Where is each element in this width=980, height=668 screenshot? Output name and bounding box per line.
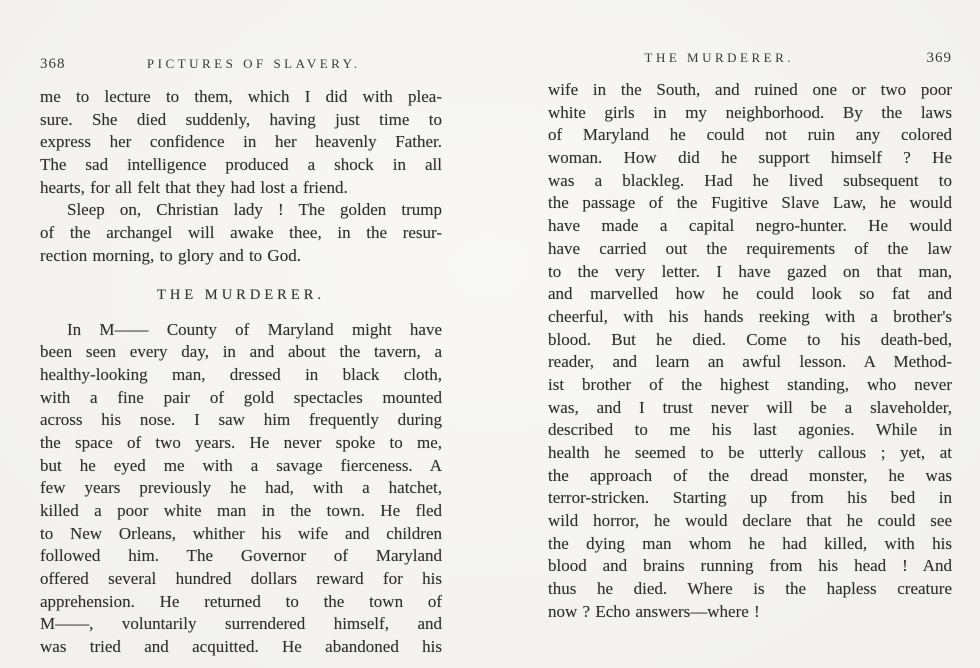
right-page — [548, 50, 952, 624]
text-line: cheerful, with his hands reeking with a brother's — [548, 306, 952, 326]
text-line: express her confidence in her heavenly Father. — [40, 132, 442, 152]
right-paragraph-block — [548, 79, 952, 624]
left-paragraph-block-1 — [40, 86, 442, 268]
text-line: rection morning, to glory and to God. — [40, 245, 301, 265]
right-running-header — [548, 50, 952, 67]
text-line: of the archangel will awake thee, in the resur- — [40, 223, 442, 243]
text-line: across his nose. I saw him frequently during — [40, 410, 442, 430]
section-heading: THE MURDERER. — [157, 286, 325, 303]
text-line: of Maryland he could not ruin any colored — [548, 125, 952, 145]
text-line: with a fine pair of gold spectacles mounted — [40, 387, 442, 407]
text-line: terror-stricken. Starting up from his bed in — [548, 488, 952, 508]
left-running-title: PICTURES OF SLAVERY. — [146, 56, 361, 71]
text-line: M——, voluntarily surrendered himself, and — [40, 614, 442, 634]
text-line: healthy-looking man, dressed in black cloth, — [40, 364, 442, 384]
left-running-header — [40, 56, 442, 73]
text-line: the space of two years. He never spoke to me, — [40, 432, 442, 452]
text-line: now ? Echo answers—where ! — [548, 601, 760, 621]
text-line: offered several hundred dollars reward for his — [40, 569, 442, 589]
text-line: few years previously he had, with a hatchet, — [40, 478, 442, 498]
text-line: was tried and acquitted. He abandoned his — [40, 637, 442, 657]
text-line: but he eyed me with a savage fierceness. A — [40, 455, 442, 475]
text-line: the approach of the dread monster, he was — [548, 465, 952, 485]
text-line: me to lecture to them, which I did with plea- — [40, 87, 442, 106]
text-line: The sad intelligence produced a shock in all — [40, 155, 442, 175]
text-line: and marvelled how he could look so fat and — [548, 284, 952, 304]
text-line: apprehension. He returned to the town of — [40, 591, 442, 611]
text-line: white girls in my neighborhood. By the laws — [548, 102, 952, 122]
text-line: health he seemed to be utterly callous ; yet, at — [548, 443, 952, 462]
text-line: wife in the South, and ruined one or two poor — [548, 80, 952, 99]
text-line: blood and brains running from his head ! And — [548, 556, 952, 576]
text-line: been seen every day, in and about the tavern, a — [40, 342, 442, 362]
text-line: woman. How did he support himself ? He — [548, 148, 952, 168]
left-page — [40, 56, 442, 659]
text-line: to the very letter. I have gazed on that man, — [548, 261, 952, 281]
right-page-number: 369 — [926, 50, 952, 66]
text-line: In M—— County of Maryland might have — [67, 319, 442, 339]
text-line: followed him. The Governor of Maryland — [40, 546, 442, 566]
text-line: ist brother of the highest standing, who never — [548, 374, 952, 394]
text-line: sure. She died suddenly, having just time to — [40, 109, 442, 129]
right-page-body — [548, 79, 952, 624]
text-line: the passage of the Fugitive Slave Law, he would — [548, 193, 952, 213]
text-line: blood. But he died. Come to his death-bed, — [548, 329, 952, 349]
left-page-body — [40, 86, 442, 659]
left-page-number: 368 — [40, 56, 66, 72]
text-line: reader, and learn an awful lesson. A Method- — [548, 352, 952, 372]
text-line: Sleep on, Christian lady ! The golden trump — [67, 200, 442, 220]
text-line: have made a capital negro-hunter. He would — [548, 216, 952, 236]
text-line: killed a poor white man in the town. He fled — [40, 501, 442, 520]
text-line: have carried out the requirements of the law — [548, 238, 952, 258]
right-running-title: THE MURDERER. — [644, 50, 794, 65]
text-line: described to me his last agonies. While in — [548, 420, 952, 440]
text-line: was a blackleg. Had he lived subsequent to — [548, 170, 952, 190]
left-paragraph-block-2 — [40, 319, 442, 659]
text-line: thus he died. Where is the hapless creature — [548, 579, 952, 599]
text-line: the dying man whom he had killed, with his — [548, 533, 952, 553]
text-line: hearts, for all felt that they had lost a friend. — [40, 177, 348, 197]
text-line: was, and I trust never will be a slaveholder, — [548, 397, 952, 417]
text-line: wild horror, he would declare that he could see — [548, 511, 952, 531]
text-line: to New Orleans, whither his wife and children — [40, 523, 442, 543]
